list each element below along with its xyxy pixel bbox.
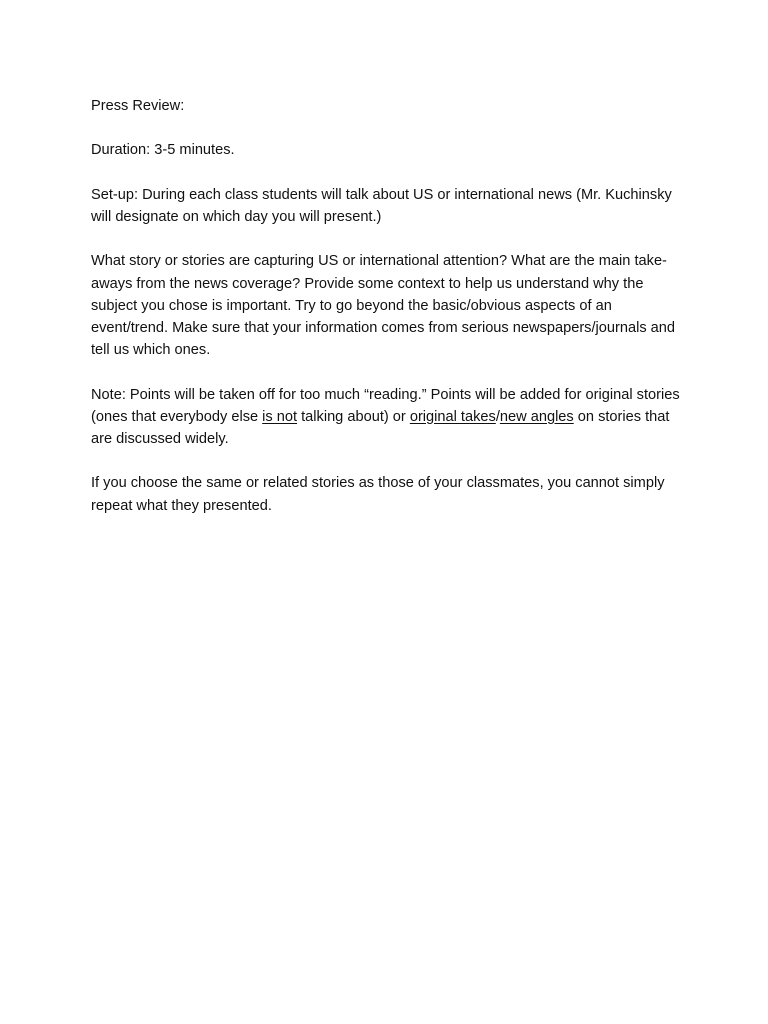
document-body (91, 95, 691, 539)
questions-text: What story or stories are capturing US or international attention? What are the main take-aways from the news coverage? Provide some context to help us understand why the subject you chose is important. Try to go beyond the basic/obvious aspects of an event/trend. Make sure that your information comes from serious newspapers/journals and tell us which ones. (91, 253, 676, 359)
closing-text: If you choose the same or related stories as those of your classmates, you cannot simply repeat what they presented. (91, 475, 665, 514)
note-slash: / (495, 408, 500, 425)
note-paragraph (91, 384, 691, 451)
duration-label: Duration: (91, 142, 151, 159)
note-text-part3: on stories that are discussed widely. (91, 408, 670, 447)
note-underline-new-angles: new angles (499, 408, 574, 425)
duration-value: 3-5 minutes. (150, 142, 235, 159)
heading (91, 95, 691, 117)
questions-paragraph (91, 250, 691, 361)
note-text-part2: talking about) or (297, 408, 410, 425)
note-text-part1: Note: Points will be taken off for too much “reading.” Points will be added for original stories (ones that everybody else (91, 386, 680, 425)
heading-text: Press Review: (91, 98, 185, 114)
note-underline-original-takes: original takes (409, 408, 496, 425)
closing-paragraph (91, 472, 691, 516)
setup-label: Set-up: (91, 186, 139, 203)
setup-text: During each class students will talk about US or international news (Mr. Kuchinsky will designate on which day you will present.) (91, 186, 672, 225)
note-underline-is-not: is not (262, 408, 298, 425)
setup-paragraph (91, 184, 691, 228)
duration-paragraph (91, 139, 691, 161)
